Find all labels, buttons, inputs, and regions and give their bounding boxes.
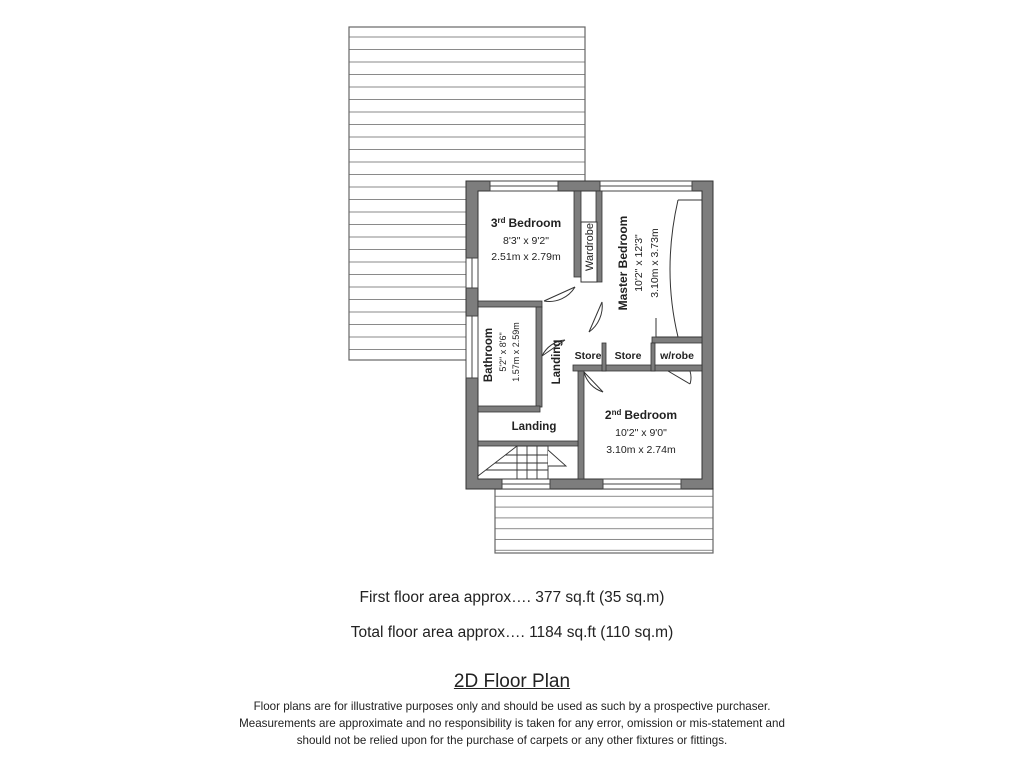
landing-horizontal-label: Landing (511, 421, 557, 433)
first-floor-area: First floor area approx…. 377 sq.ft (35 sq.m) (359, 589, 665, 606)
patio-area (495, 489, 713, 553)
wrobe-label: w/robe (660, 350, 694, 362)
master-bedroom-title: Master Bedroom (616, 215, 630, 311)
disclaimer-line: should not be relied upon for the purchase of carpets or any other fixtures or fittings. (296, 734, 728, 747)
second-bedroom-metric: 3.10m x 2.74m (606, 444, 676, 456)
total-floor-area: Total floor area approx…. 1184 sq.ft (110 sq.m) (350, 624, 674, 641)
wardrobe-label: Wardrobe (584, 223, 596, 271)
bathroom-imperial: 5'2" x 8'6" (498, 332, 508, 372)
second-bedroom-title: 2nd Bedroom (604, 408, 678, 422)
master-bedroom-imperial: 10'2" x 12'3" (633, 234, 645, 292)
third-bedroom-metric: 2.51m x 2.79m (491, 251, 561, 263)
store-left-label: Store (574, 350, 602, 362)
disclaimer-line: Measurements are approximate and no responsibility is taken for any error, omission or mis-statement and (239, 717, 785, 730)
landing-vertical-label: Landing (551, 339, 563, 385)
store-right-label: Store (614, 350, 642, 362)
second-bedroom-imperial: 10'2" x 9'0" (615, 427, 667, 439)
third-bedroom-title: 3rd Bedroom (490, 216, 562, 230)
plan-title: 2D Floor Plan (453, 671, 571, 692)
master-bedroom-metric: 3.10m x 3.73m (649, 228, 661, 298)
bathroom-metric: 1.57m x 2.59m (511, 322, 521, 382)
disclaimer (0, 698, 1024, 749)
bathroom-title: Bathroom (483, 327, 495, 383)
third-bedroom-imperial: 8'3" x 9'2" (503, 235, 549, 247)
disclaimer-line: Floor plans are for illustrative purposes only and should be used as such by a prospective purchaser. (253, 700, 771, 713)
